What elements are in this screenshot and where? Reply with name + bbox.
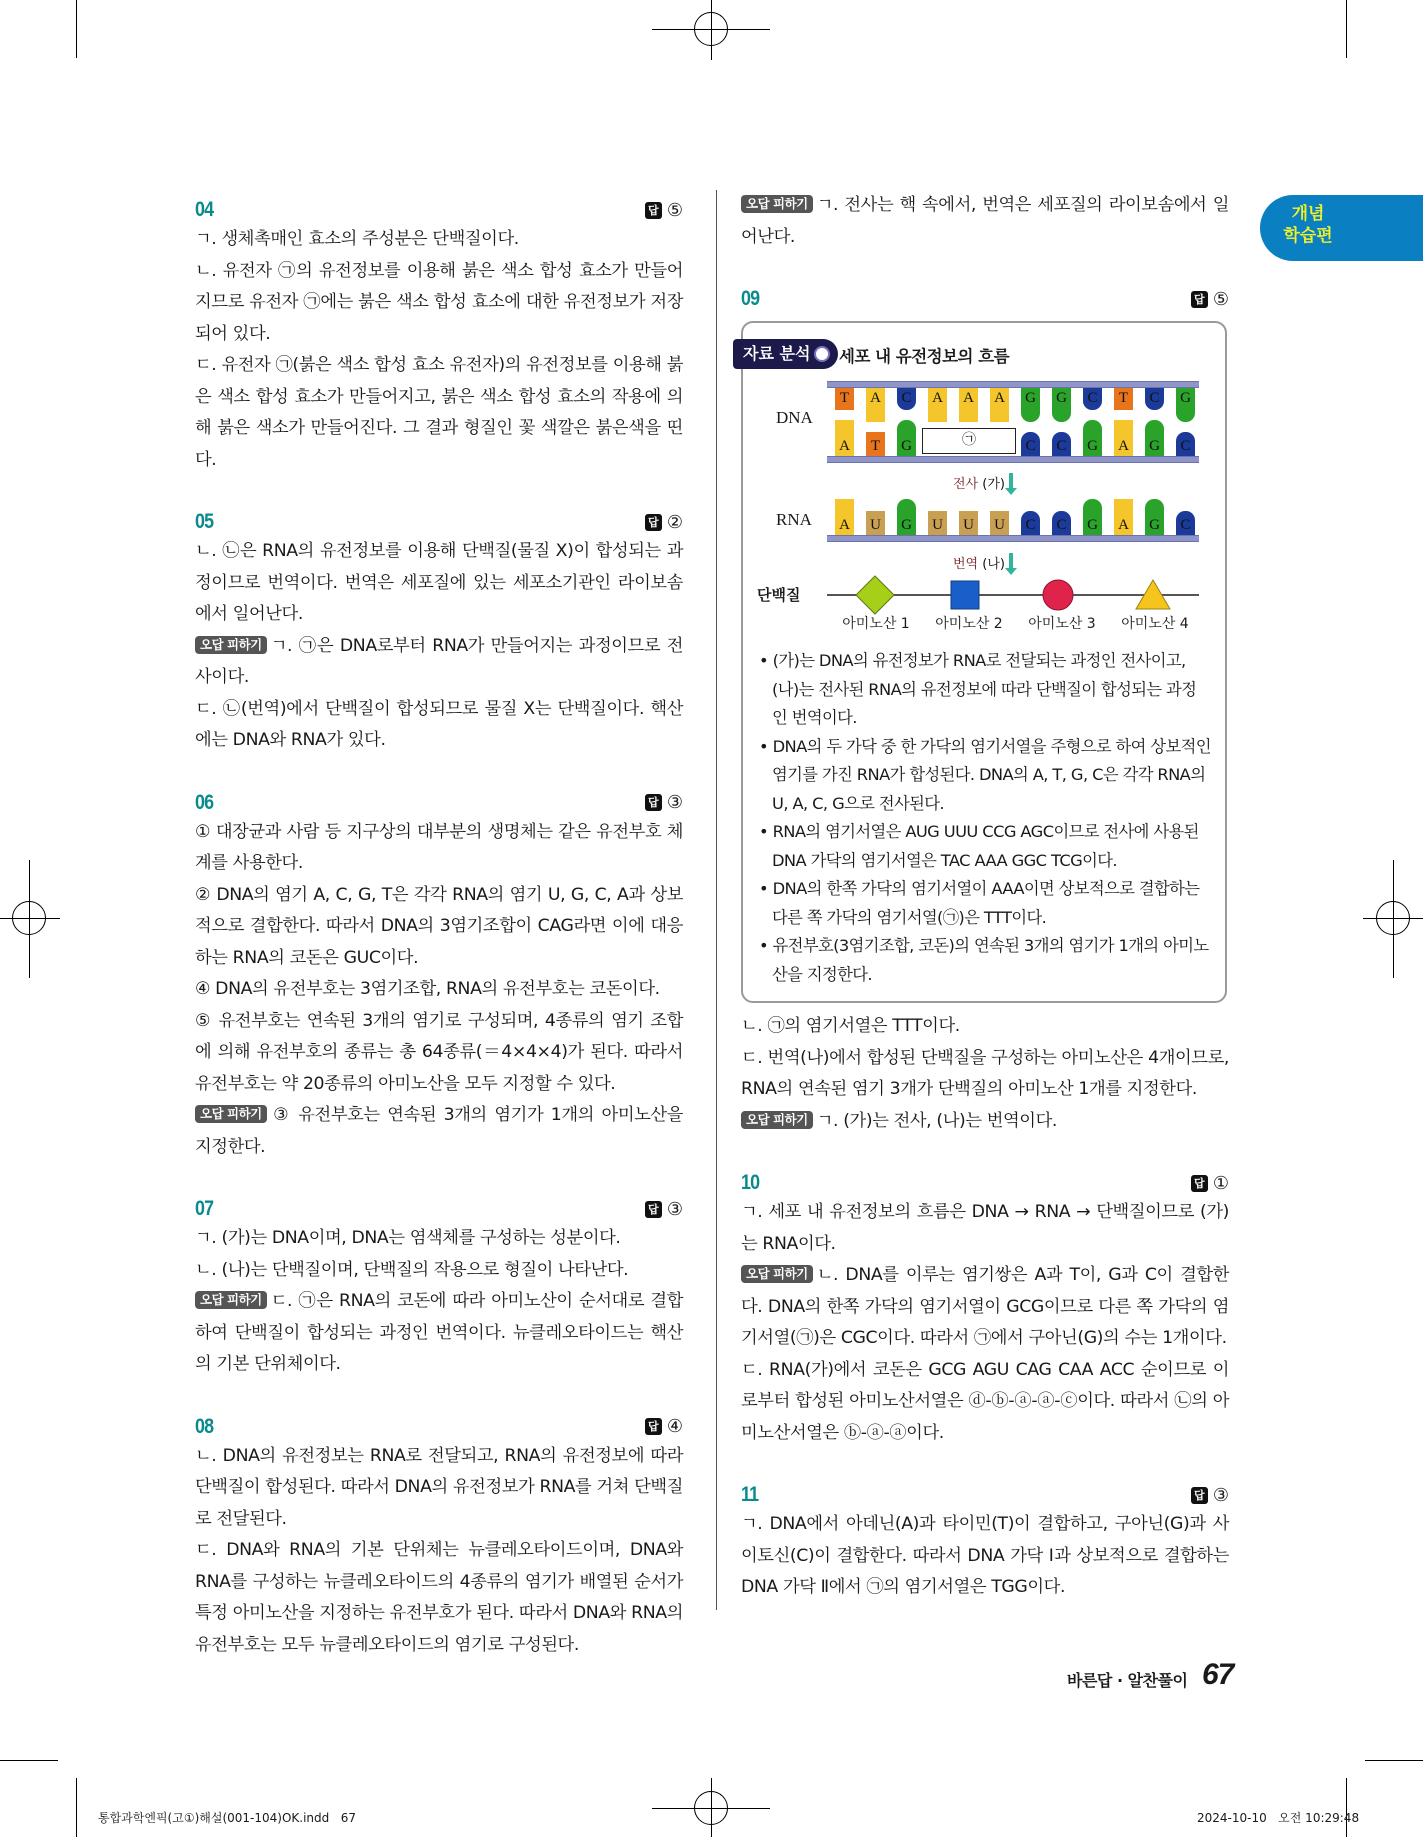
base-letter: C <box>1025 517 1036 533</box>
base-letter: G <box>1025 390 1036 406</box>
registration-mark <box>694 1791 728 1825</box>
dna-base-bottom <box>897 420 916 456</box>
left-column <box>195 190 683 1661</box>
answer-badge-icon: 답 <box>645 1201 662 1218</box>
paragraph-text: ㄱ. 전사는 핵 속에서, 번역은 세포질의 라이보솜에서 일어난다. <box>741 195 1229 247</box>
wrong-answer-tag: 오답 피하기 <box>741 195 813 213</box>
base-letter: C <box>901 390 912 406</box>
answer-indicator <box>1191 1485 1229 1506</box>
paragraph <box>195 1441 683 1536</box>
question-header-09 <box>741 285 1229 313</box>
dna-label: DNA <box>776 408 813 427</box>
base-letter: A <box>963 390 974 406</box>
rna-base <box>1145 499 1164 535</box>
spacer <box>741 1449 1229 1475</box>
dna-top-strand <box>827 381 1199 388</box>
dna-base-bottom <box>866 432 885 456</box>
amino-acid-label: 아미노산 2 <box>935 616 1003 632</box>
paragraph <box>195 817 683 880</box>
analysis-bullet: • DNA의 한쪽 가닥의 염기서열이 AAA이면 상보적으로 결합하는 다른 쪽 가닥의 염기서열(㉠)은 TTT이다. <box>759 879 1200 927</box>
base-letter: A <box>994 390 1005 406</box>
question-number: 07 <box>195 1197 214 1220</box>
answer-badge-icon: 답 <box>1191 1175 1208 1192</box>
rna-base <box>897 499 916 535</box>
rna-base <box>1083 499 1102 535</box>
base-letter: A <box>1118 517 1129 533</box>
paragraph <box>741 1106 1229 1138</box>
rna-label: RNA <box>776 510 812 529</box>
wrong-answer-tag: 오답 피하기 <box>741 1265 813 1283</box>
print-slug-file: 통합과학엔픽(고①)해설(001-104)OK.indd 67 <box>98 1811 356 1825</box>
analysis-bullet: • 유전부호(3염기조합, 코돈)의 연속된 3개의 염기가 1개의 아미노산을 지정한다. <box>759 936 1209 984</box>
wrong-answer-tag: 오답 피하기 <box>195 1105 267 1123</box>
protein-label: 단백질 <box>757 586 801 604</box>
data-analysis-label-text: 자료 분석 <box>743 344 811 363</box>
question-10 <box>741 1169 1229 1449</box>
section-tab-label <box>1278 203 1338 247</box>
paragraph-text: ③ 유전부호는 연속된 3개의 염기가 1개의 아미노산을 지정한다. <box>195 1105 683 1157</box>
dna-base-top <box>1176 388 1195 422</box>
paragraph-text: ㄷ. 번역(나)에서 합성된 단백질을 구성하는 아미노산은 4개이므로, RNA의 연속된 염기 3개가 단백질의 아미노산 1개를 지정한다. <box>741 1047 1229 1099</box>
question-number: 10 <box>741 1171 760 1194</box>
rna-base <box>1176 511 1195 535</box>
paragraph-text: ⑤ 유전부호는 연속된 3개의 염기로 구성되며, 4종류의 염기 조합에 의해 유전부호의 종류는 총 64종류(＝4×4×4)가 된다. 따라서 유전부호는 약 20종류의 아미노산을 모두 지정할 수 있다. <box>195 1010 683 1094</box>
dna-bottom-strand <box>827 456 1199 463</box>
question-header-11 <box>741 1481 1229 1509</box>
answer-indicator <box>1191 1173 1229 1194</box>
base-letter: C <box>1087 390 1098 406</box>
crop-mark <box>1346 1778 1347 1837</box>
rna-base <box>866 511 885 535</box>
base-letter: C <box>1180 517 1191 533</box>
paragraph-text: ㄴ. ㉡은 RNA의 유전정보를 이용해 단백질(물질 X)이 합성되는 과정이므로 번역이다. 번역은 세포질에 있는 세포소기관인 라이보솜에서 일어난다. <box>195 541 683 624</box>
analysis-bullets <box>759 647 1211 989</box>
dna-base-top <box>928 388 947 422</box>
question-number: 09 <box>741 287 760 310</box>
analysis-bullet: • RNA의 염기서열은 AUG UUU CCG AGC이므로 전사에 사용된 DNA 가닥의 염기서열은 TAC AAA GGC TCG이다. <box>759 822 1199 870</box>
base-letter: A <box>1118 438 1129 454</box>
question-header-04 <box>195 196 683 224</box>
base-letter: C <box>1180 438 1191 454</box>
paragraph-text: ㄴ. DNA를 이루는 염기쌍은 A과 T이, G과 C이 결합한다. DNA의 한쪽 가닥의 염기서열이 GCG이므로 다른 쪽 가닥의 염기서열(㉠)은 CGC이다. 따라서 ㉠에서 구아닌(G)의 수는 1개이다. <box>741 1265 1229 1348</box>
rna-base <box>990 511 1009 535</box>
question-number: 05 <box>195 510 214 533</box>
spacer <box>195 1163 683 1189</box>
spacer <box>195 476 683 502</box>
paragraph-text: ④ DNA의 유전부호는 3염기조합, RNA의 유전부호는 코돈이다. <box>195 979 660 999</box>
paragraph <box>195 974 683 1006</box>
question-number: 04 <box>195 198 214 221</box>
dna-base-top <box>990 388 1009 422</box>
dna-base-top <box>866 388 885 422</box>
paragraph <box>195 694 683 757</box>
analysis-bullet: • (가)는 DNA의 유전정보가 RNA로 전달되는 과정인 전사이고, (나)는 전사된 RNA의 유전정보에 따라 단백질이 합성되는 과정인 번역이다. <box>759 651 1197 727</box>
wrong-answer-tag: 오답 피하기 <box>741 1111 813 1129</box>
base-letter: U <box>963 517 974 533</box>
dna-base-top <box>1114 388 1133 410</box>
paragraph <box>741 1260 1229 1355</box>
base-letter: G <box>1149 438 1160 454</box>
paragraph <box>195 536 683 631</box>
crop-mark <box>0 1760 58 1761</box>
base-letter: G <box>1056 390 1067 406</box>
question-number: 11 <box>741 1483 759 1506</box>
base-letter: U <box>994 517 1005 533</box>
footer-title: 바른답 · 알찬풀이 <box>1067 1671 1188 1690</box>
base-letter: G <box>1149 517 1160 533</box>
paragraph <box>741 1011 1229 1043</box>
question-header-08 <box>195 1413 683 1441</box>
rna-base <box>1021 511 1040 535</box>
answer-indicator <box>645 1416 683 1437</box>
paragraph-text: ② DNA의 염기 A, C, G, T은 각각 RNA의 염기 U, G, C, A과 상보적으로 결합한다. 따라서 DNA의 3염기조합이 CAG라면 이에 대응하는 RNA의 코돈은 GUC이다. <box>195 884 683 968</box>
amino-acid-label: 아미노산 4 <box>1121 616 1189 632</box>
dna-base-top <box>1052 388 1071 422</box>
base-letter: G <box>1087 438 1098 454</box>
question-header-06 <box>195 789 683 817</box>
answer-value: ⑤ <box>666 199 683 221</box>
paragraph-text: ㄱ. ㉠은 DNA로부터 RNA가 만들어지는 과정이므로 전사이다. <box>195 635 683 687</box>
gene-flow-diagram <box>743 323 1225 643</box>
spacer <box>195 1381 683 1407</box>
circle-icon <box>1042 579 1074 615</box>
base-letter: A <box>932 390 943 406</box>
amino-acid-label: 아미노산 1 <box>842 616 910 632</box>
base-letter: C <box>1056 438 1067 454</box>
paragraph-text: ㄷ. DNA와 RNA의 기본 단위체는 뉴클레오타이드이며, DNA와 RNA를 구성하는 뉴클레오타이드의 4종류의 염기가 배열된 순서가 특정 아미노산을 지정하는 유전부호가 된다. 따라서 DNA와 RNA의 유전부호는 모두 뉴클레오타이드의 염기로 구성된다. <box>195 1540 683 1655</box>
answer-badge-icon: 답 <box>645 794 662 811</box>
answer-badge-icon: 답 <box>1191 291 1208 308</box>
answer-indicator <box>1191 289 1229 310</box>
base-letter: C <box>1056 517 1067 533</box>
paragraph-text: ㄴ. (나)는 단백질이며, 단백질의 작용으로 형질이 나타난다. <box>195 1259 629 1280</box>
dna-base-top <box>897 388 916 410</box>
base-letter: A <box>870 390 881 406</box>
paragraph <box>195 224 683 256</box>
base-letter: C <box>1025 438 1036 454</box>
crop-mark <box>76 0 77 58</box>
rna-base <box>959 511 978 535</box>
rna-base <box>835 499 854 535</box>
square-icon <box>950 580 980 614</box>
dna-base-top <box>1145 388 1164 410</box>
translation-label: 번역 (나) <box>953 557 1005 572</box>
spacer <box>741 253 1229 279</box>
base-letter: G <box>1180 390 1191 406</box>
down-arrow-icon <box>1009 473 1013 489</box>
answer-indicator <box>645 1199 683 1220</box>
paragraph <box>195 880 683 975</box>
paragraph-text: ㄴ. DNA의 유전정보는 RNA로 전달되고, RNA의 유전정보에 따라 단백질이 합성된다. 따라서 DNA의 유전정보가 RNA를 거쳐 단백질로 전달된다. <box>195 1445 683 1529</box>
paragraph-text: ㄴ. ㉠의 염기서열은 TTT이다. <box>741 1016 960 1036</box>
section-tab-line2: 학습편 <box>1283 226 1333 246</box>
answer-value: ③ <box>666 792 683 813</box>
dna-base-top <box>835 388 854 410</box>
dna-base-top <box>1083 388 1102 410</box>
wrong-answer-tag: 오답 피하기 <box>195 1291 267 1309</box>
answer-value: ③ <box>1212 1484 1229 1506</box>
dna-base-bottom <box>1145 420 1164 456</box>
paragraph <box>741 1355 1229 1450</box>
paragraph <box>195 631 683 694</box>
paragraph-text: ㄷ. 유전자 ㉠(붉은 색소 합성 효소 유전자)의 유전정보를 이용해 붉은 색소 합성 효소가 만들어지고, 붉은 색소 합성 효소의 작용에 의해 붉은 색소가 만들어진다. 그 결과 형질인 꽃 색깔은 붉은색을 띤다. <box>195 355 683 470</box>
paragraph <box>195 1255 683 1287</box>
registration-mark <box>1376 901 1410 935</box>
paragraph <box>195 1100 683 1163</box>
paragraph <box>741 1509 1229 1604</box>
paragraph-text: ㄷ. ㉡(번역)에서 단백질이 합성되므로 물질 X는 단백질이다. 핵산에는 DNA와 RNA가 있다. <box>195 698 683 750</box>
base-letter: A <box>839 438 850 454</box>
amino-acid-label: 아미노산 3 <box>1028 616 1096 632</box>
paragraph-text: ㄴ. 유전자 ㉠의 유전정보를 이용해 붉은 색소 합성 효소가 만들어지므로 유전자 ㉠에는 붉은 색소 합성 효소에 대한 유전정보가 저장되어 있다. <box>195 260 683 344</box>
base-letter: U <box>932 517 943 533</box>
base-letter: T <box>870 438 881 454</box>
dna-base-top <box>1021 388 1040 422</box>
question-header-05 <box>195 508 683 536</box>
base-letter: U <box>870 517 881 533</box>
rna-base <box>928 511 947 535</box>
paragraph <box>195 256 683 351</box>
paragraph <box>195 350 683 476</box>
base-letter: T <box>1118 390 1129 406</box>
dna-base-bottom <box>1052 432 1071 456</box>
paragraph <box>741 1043 1229 1106</box>
answer-badge-icon: 답 <box>1191 1487 1208 1504</box>
dna-base-bottom <box>1021 432 1040 456</box>
base-letter: T <box>839 390 850 406</box>
answer-value: ① <box>1212 1172 1229 1194</box>
paragraph-text: ㄱ. (가)는 전사, (나)는 번역이다. <box>816 1110 1057 1131</box>
answer-value: ② <box>666 511 683 533</box>
paragraph-text: ㄱ. DNA에서 아데닌(A)과 타이민(T)이 결합하고, 구아닌(G)과 사이토신(C)이 결합한다. 따라서 DNA 가닥 Ⅰ과 상보적으로 결합하는 DNA 가닥 Ⅱ에서 ㉠의 염기서열은 TGG이다. <box>741 1514 1229 1597</box>
paragraph-text: ① 대장균과 사람 등 지구상의 대부분의 생명체는 같은 유전부호 체계를 사용한다. <box>195 821 683 873</box>
paragraph-text: ㄱ. 생체촉매인 효소의 주성분은 단백질이다. <box>195 229 519 249</box>
q08-continued <box>741 190 1229 253</box>
box-title: 세포 내 유전정보의 흐름 <box>839 347 1010 366</box>
paragraph-text: ㄱ. (가)는 DNA이며, DNA는 염색체를 구성하는 성분이다. <box>195 1228 621 1248</box>
triangle-icon <box>1135 579 1171 615</box>
answer-value: ④ <box>666 1416 683 1437</box>
base-letter: G <box>1087 517 1098 533</box>
paragraph <box>195 1286 683 1381</box>
dna-base-top <box>959 388 978 422</box>
rna-strand <box>827 535 1199 542</box>
spacer <box>741 1137 1229 1163</box>
question-header-10 <box>741 1169 1229 1197</box>
paragraph <box>195 1006 683 1101</box>
answer-badge-icon: 답 <box>645 202 662 219</box>
crop-mark <box>76 1778 77 1837</box>
registration-mark <box>694 12 728 46</box>
down-arrow-icon <box>1009 553 1013 569</box>
paragraph-text: ㄱ. 세포 내 유전정보의 흐름은 DNA → RNA → 단백질이므로 (가)는 RNA이다. <box>741 1202 1229 1254</box>
crop-mark <box>1365 1760 1423 1761</box>
section-tab <box>1260 195 1423 261</box>
blank-sequence-box: ㉠ <box>922 428 1016 454</box>
question-11 <box>741 1481 1229 1604</box>
print-slug-date: 2024-10-10 오전 10:29:48 <box>1197 1811 1360 1825</box>
paragraph-text: ㄷ. ㉠은 RNA의 코돈에 따라 아미노산이 순서대로 결합하여 단백질이 합성되는 과정인 번역이다. 뉴클레오타이드는 핵산의 기본 단위체이다. <box>195 1291 683 1374</box>
base-letter: G <box>901 517 912 533</box>
paragraph <box>195 1535 683 1661</box>
crop-mark <box>1346 0 1347 58</box>
dna-base-bottom <box>1114 420 1133 456</box>
dna-base-bottom <box>1083 420 1102 456</box>
question-number: 06 <box>195 790 214 814</box>
q09-explanation <box>741 1011 1229 1137</box>
answer-badge-icon: 답 <box>645 514 662 531</box>
base-letter: C <box>1149 390 1160 406</box>
question-number: 08 <box>195 1414 214 1438</box>
registration-mark <box>12 901 46 935</box>
dna-base-bottom <box>1176 432 1195 456</box>
answer-indicator <box>645 200 683 221</box>
answer-value: ③ <box>666 1198 683 1220</box>
spacer <box>195 757 683 783</box>
rna-base <box>1052 511 1071 535</box>
right-column <box>741 190 1229 1604</box>
analysis-bullet: • DNA의 두 가닥 중 한 가닥의 염기서열을 주형으로 하여 상보적인 염기를 가진 RNA가 합성된다. DNA의 A, T, G, C은 각각 RNA의 U, A, C, G으로 전사된다. <box>759 736 1211 813</box>
question-header-07 <box>195 1195 683 1223</box>
answer-indicator <box>645 512 683 533</box>
transcription-label: 전사 (가) <box>953 477 1005 492</box>
base-letter: G <box>901 438 912 454</box>
rna-base <box>1114 499 1133 535</box>
column-divider <box>716 190 717 1610</box>
section-tab-line1: 개념 <box>1291 204 1325 224</box>
paragraph <box>195 1223 683 1255</box>
paragraph-text: ㄷ. RNA(가)에서 코돈은 GCG AGU CAG CAA ACC 순이므로 이로부터 합성된 아미노산서열은 ⓓ-ⓑ-ⓐ-ⓐ-ⓒ이다. 따라서 ㉡의 아미노산서열은 ⓑ-ⓐ-ⓐ이다. <box>741 1359 1229 1443</box>
page-number: 67 <box>1202 1658 1234 1691</box>
wrong-answer-tag: 오답 피하기 <box>195 636 267 654</box>
answer-indicator <box>645 792 683 813</box>
base-letter: A <box>839 517 850 533</box>
data-analysis-box <box>741 321 1227 1003</box>
answer-value: ⑤ <box>1212 288 1229 310</box>
dna-base-bottom <box>835 420 854 456</box>
answer-badge-icon: 답 <box>645 1418 662 1435</box>
paragraph <box>741 1197 1229 1260</box>
